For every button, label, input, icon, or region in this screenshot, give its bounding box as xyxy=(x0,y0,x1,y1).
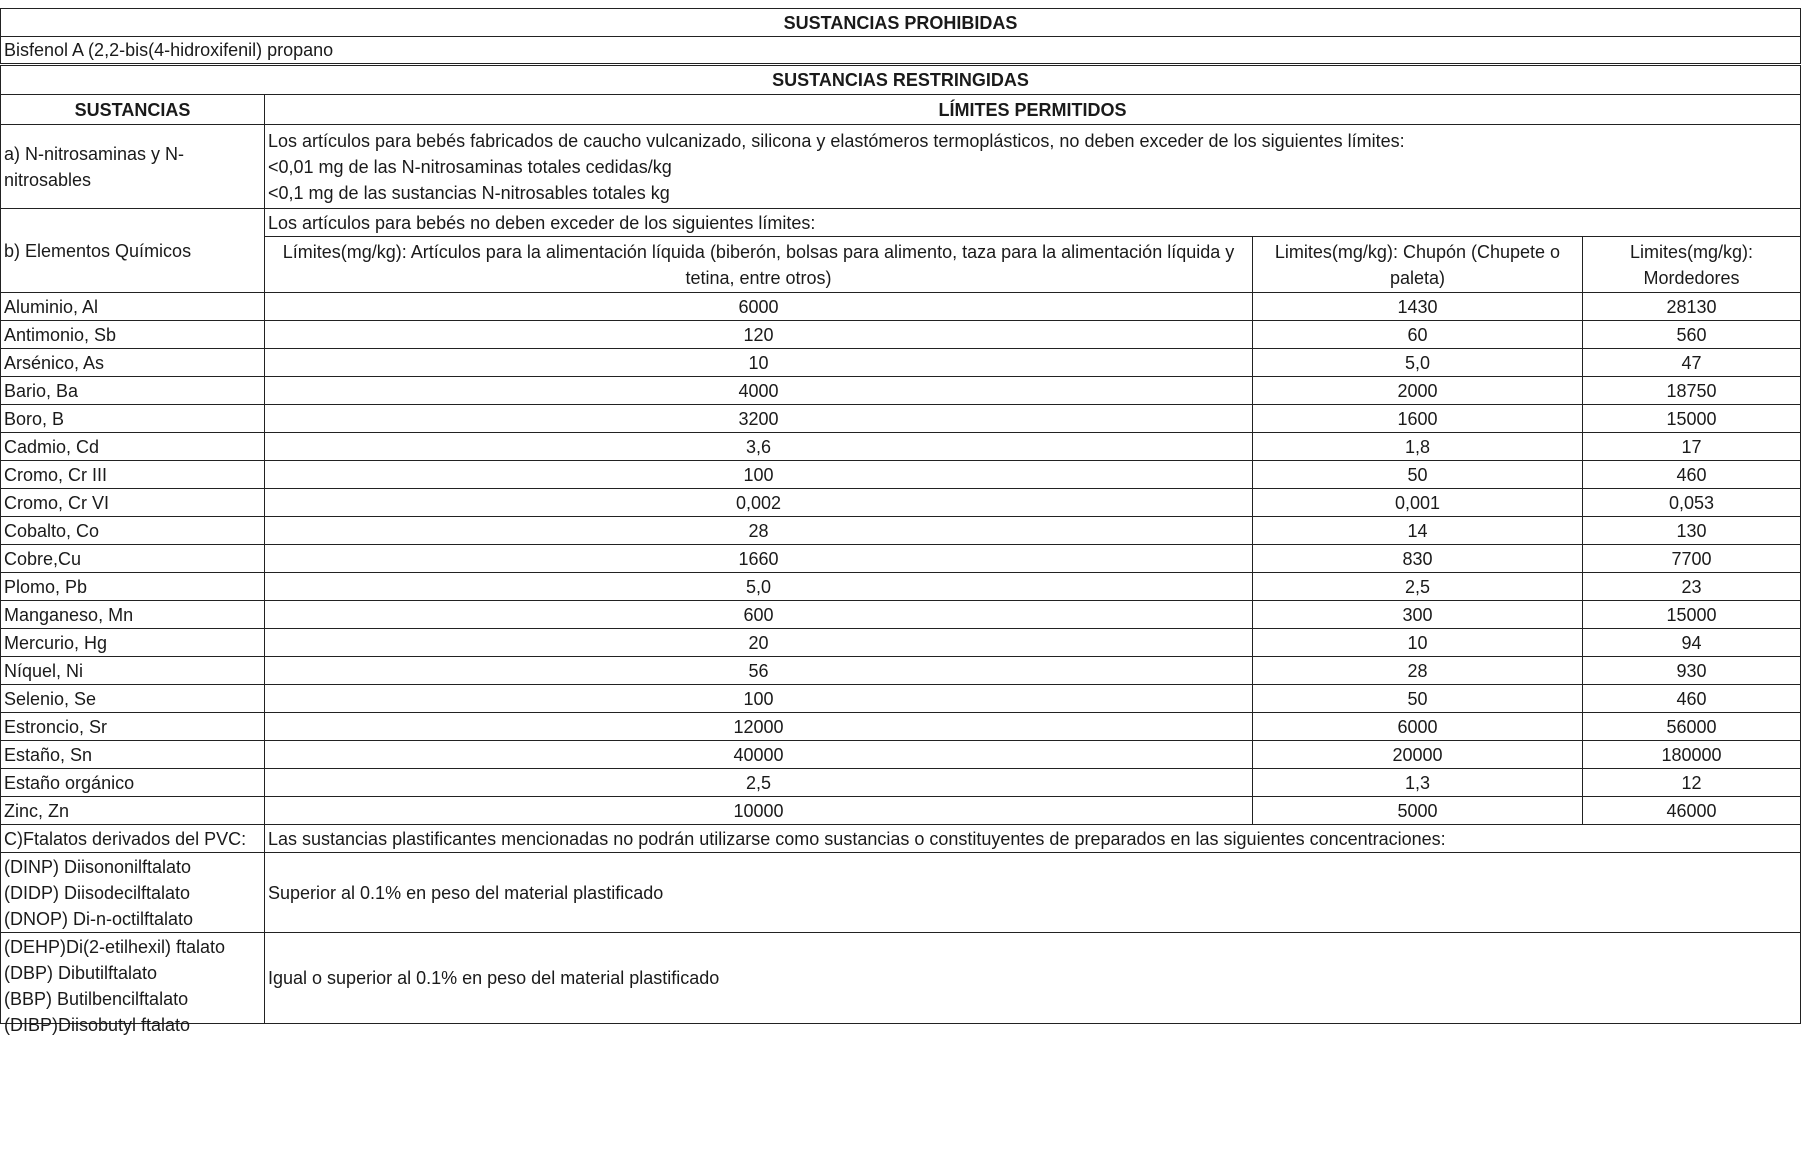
element-name: Boro, B xyxy=(1,405,265,433)
element-name: Estaño, Sn xyxy=(1,741,265,769)
phthalate-item: (DINP) Diisononilftalato xyxy=(4,856,192,877)
pacifier-limit-value: 50 xyxy=(1253,685,1583,713)
pacifier-limit-value: 5000 xyxy=(1253,797,1583,825)
element-row xyxy=(1,741,1801,769)
nitrosamines-line-3: <0,1 mg de las sustancias N-nitrosables totales kg xyxy=(268,182,670,203)
element-row xyxy=(1,321,1801,349)
teether-limit-value: 0,053 xyxy=(1583,489,1801,517)
element-row xyxy=(1,349,1801,377)
element-name: Mercurio, Hg xyxy=(1,629,265,657)
pacifier-limit-value: 20000 xyxy=(1253,741,1583,769)
teether-limit-value: 56000 xyxy=(1583,713,1801,741)
element-row xyxy=(1,377,1801,405)
teether-limit-value: 23 xyxy=(1583,573,1801,601)
element-row xyxy=(1,545,1801,573)
element-row xyxy=(1,713,1801,741)
elements-intro: Los artículos para bebés no deben exceder de los siguientes límites: xyxy=(265,209,1801,237)
teether-limit-value: 930 xyxy=(1583,657,1801,685)
prohibited-item: Bisfenol A (2,2-bis(4-hidroxifenil) propano xyxy=(1,37,1801,65)
element-name: Selenio, Se xyxy=(1,685,265,713)
element-row xyxy=(1,601,1801,629)
feeding-limit-value: 3,6 xyxy=(265,433,1253,461)
phthalate-item: (DIBP)Diisobutyl ftalato xyxy=(4,1015,191,1035)
teether-limit-value: 7700 xyxy=(1583,545,1801,573)
teether-limit-value: 15000 xyxy=(1583,405,1801,433)
pacifier-limit-value: 830 xyxy=(1253,545,1583,573)
feeding-limit-value: 5,0 xyxy=(265,573,1253,601)
phthalate-item: (DNOP) Di-n-octilftalato xyxy=(4,908,194,929)
element-row xyxy=(1,685,1801,713)
phthalates-text: Las sustancias plastificantes mencionadas no podrán utilizarse como sustancias o constituyentes de preparados en las siguientes concentraciones: xyxy=(265,825,1801,853)
substances-sheet xyxy=(0,8,1800,1035)
teether-limit-value: 12 xyxy=(1583,769,1801,797)
pacifier-limit-value: 28 xyxy=(1253,657,1583,685)
element-row xyxy=(1,573,1801,601)
substances-column-header: SUSTANCIAS xyxy=(1,95,265,125)
element-row xyxy=(1,769,1801,797)
phthalate-item: (BBP) Butilbencilftalato xyxy=(4,989,189,1009)
element-name: Cromo, Cr III xyxy=(1,461,265,489)
element-name: Estaño orgánico xyxy=(1,769,265,797)
element-name: Aluminio, Al xyxy=(1,293,265,321)
element-row xyxy=(1,293,1801,321)
pacifier-limits-header: Limites(mg/kg): Chupón (Chupete o paleta) xyxy=(1253,237,1583,293)
phthalates-group-1-list xyxy=(1,853,265,933)
feeding-limit-value: 6000 xyxy=(265,293,1253,321)
teether-limit-value: 15000 xyxy=(1583,601,1801,629)
teether-limit-value: 46000 xyxy=(1583,797,1801,825)
pacifier-limit-value: 5,0 xyxy=(1253,349,1583,377)
feeding-limit-value: 12000 xyxy=(265,713,1253,741)
element-row xyxy=(1,517,1801,545)
feeding-limit-value: 0,002 xyxy=(265,489,1253,517)
element-name: Plomo, Pb xyxy=(1,573,265,601)
feeding-limit-value: 40000 xyxy=(265,741,1253,769)
feeding-limits-header: Límites(mg/kg): Artículos para la alimentación líquida (biberón, bolsas para alimento, taza para la alimentación líquida y tetina, entre otros) xyxy=(265,237,1253,293)
pacifier-limit-value: 50 xyxy=(1253,461,1583,489)
element-row xyxy=(1,629,1801,657)
feeding-limit-value: 100 xyxy=(265,461,1253,489)
pacifier-limit-value: 10 xyxy=(1253,629,1583,657)
feeding-limit-value: 120 xyxy=(265,321,1253,349)
element-row xyxy=(1,489,1801,517)
nitrosamines-label: a) N-nitrosaminas y N-nitrosables xyxy=(1,125,265,209)
feeding-limit-value: 4000 xyxy=(265,377,1253,405)
teether-limits-header: Limites(mg/kg): Mordedores xyxy=(1583,237,1801,293)
pacifier-limit-value: 0,001 xyxy=(1253,489,1583,517)
nitrosamines-limits xyxy=(265,125,1801,209)
pacifier-limit-value: 1,8 xyxy=(1253,433,1583,461)
feeding-limit-value: 28 xyxy=(265,517,1253,545)
nitrosamines-line-1: Los artículos para bebés fabricados de caucho vulcanizado, silicona y elastómeros termoplásticos, no deben exceder de los siguientes límites: xyxy=(268,130,1405,151)
element-name: Zinc, Zn xyxy=(1,797,265,825)
element-name: Cobalto, Co xyxy=(1,517,265,545)
element-name: Bario, Ba xyxy=(1,377,265,405)
teether-limit-value: 17 xyxy=(1583,433,1801,461)
element-row xyxy=(1,405,1801,433)
element-name: Arsénico, As xyxy=(1,349,265,377)
teether-limit-value: 94 xyxy=(1583,629,1801,657)
pacifier-limit-value: 1600 xyxy=(1253,405,1583,433)
teether-limit-value: 130 xyxy=(1583,517,1801,545)
element-name: Cadmio, Cd xyxy=(1,433,265,461)
phthalates-group-2-limit: Igual o superior al 0.1% en peso del material plastificado xyxy=(265,933,1801,1024)
teether-limit-value: 460 xyxy=(1583,685,1801,713)
phthalate-item: (DBP) Dibutilftalato xyxy=(4,963,158,983)
element-row xyxy=(1,657,1801,685)
teether-limit-value: 28130 xyxy=(1583,293,1801,321)
nitrosamines-line-2: <0,01 mg de las N-nitrosaminas totales cedidas/kg xyxy=(268,156,672,177)
restricted-title: SUSTANCIAS RESTRINGIDAS xyxy=(1,65,1801,95)
phthalates-label: C)Ftalatos derivados del PVC: xyxy=(1,825,265,853)
substances-table xyxy=(0,8,1801,1035)
teether-limit-value: 560 xyxy=(1583,321,1801,349)
phthalate-item: (DIDP) Diisodecilftalato xyxy=(4,882,191,903)
feeding-limit-value: 20 xyxy=(265,629,1253,657)
pacifier-limit-value: 1430 xyxy=(1253,293,1583,321)
phthalate-item: (DEHP)Di(2-etilhexil) ftalato xyxy=(4,937,226,957)
feeding-limit-value: 2,5 xyxy=(265,769,1253,797)
phthalates-group-1-limit: Superior al 0.1% en peso del material plastificado xyxy=(265,853,1801,933)
pacifier-limit-value: 1,3 xyxy=(1253,769,1583,797)
element-row xyxy=(1,433,1801,461)
prohibited-title: SUSTANCIAS PROHIBIDAS xyxy=(1,9,1801,37)
pacifier-limit-value: 14 xyxy=(1253,517,1583,545)
element-row xyxy=(1,461,1801,489)
feeding-limit-value: 3200 xyxy=(265,405,1253,433)
pacifier-limit-value: 6000 xyxy=(1253,713,1583,741)
feeding-limit-value: 100 xyxy=(265,685,1253,713)
teether-limit-value: 460 xyxy=(1583,461,1801,489)
element-name: Estroncio, Sr xyxy=(1,713,265,741)
feeding-limit-value: 10 xyxy=(265,349,1253,377)
limits-column-header: LÍMITES PERMITIDOS xyxy=(265,95,1801,125)
element-name: Manganeso, Mn xyxy=(1,601,265,629)
element-row xyxy=(1,797,1801,825)
elements-label: b) Elementos Químicos xyxy=(1,209,265,293)
pacifier-limit-value: 60 xyxy=(1253,321,1583,349)
pacifier-limit-value: 2,5 xyxy=(1253,573,1583,601)
feeding-limit-value: 1660 xyxy=(265,545,1253,573)
teether-limit-value: 180000 xyxy=(1583,741,1801,769)
teether-limit-value: 47 xyxy=(1583,349,1801,377)
feeding-limit-value: 10000 xyxy=(265,797,1253,825)
teether-limit-value: 18750 xyxy=(1583,377,1801,405)
element-name: Antimonio, Sb xyxy=(1,321,265,349)
feeding-limit-value: 56 xyxy=(265,657,1253,685)
feeding-limit-value: 600 xyxy=(265,601,1253,629)
pacifier-limit-value: 300 xyxy=(1253,601,1583,629)
phthalates-group-2-list xyxy=(1,933,265,1035)
element-name: Níquel, Ni xyxy=(1,657,265,685)
element-name: Cromo, Cr VI xyxy=(1,489,265,517)
element-name: Cobre,Cu xyxy=(1,545,265,573)
pacifier-limit-value: 2000 xyxy=(1253,377,1583,405)
